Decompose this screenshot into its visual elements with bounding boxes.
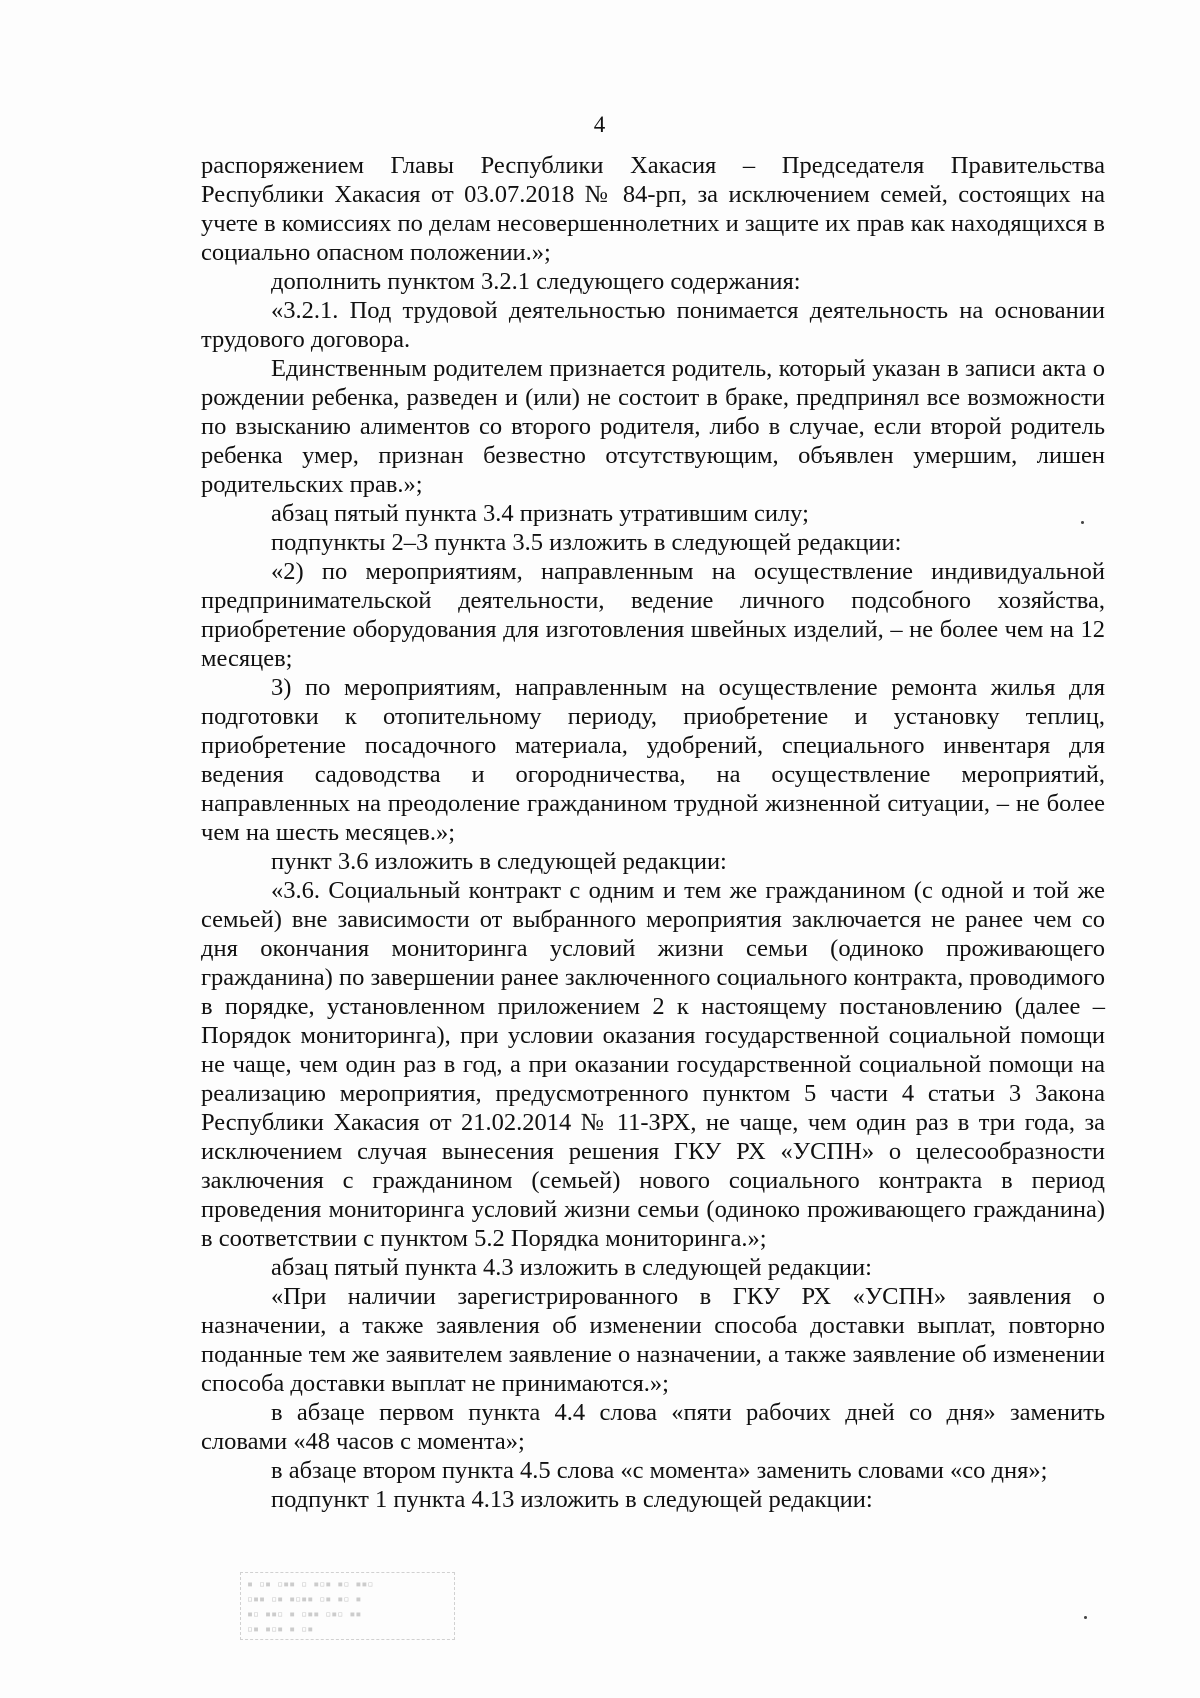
paragraph: «3.6. Социальный контракт с одним и тем же гражданином (с одной и той же семьей) вне зависимости от выбранного мероприятия заключается не ранее чем со дня окончания мониторинга условий жизни семьи (одиноко проживающего гражданина) по завершении ранее заключенного социального контракта, проводимого в порядке, установленном приложением 2 к настоящему постановлению (далее – Порядок мониторинга), при условии оказания государственной социальной помощи не чаще, чем один раз в год, а при оказании государственной социальной помощи на реализацию мероприятия, предусмотренного пунктом 5 части 4 статьи 3 Закона Республики Хакасия от 21.02.2014 № 11-ЗРХ, не чаще, чем один раз в три года, за исключением случая вынесения решения ГКУ РХ «УСПН» о целесообразности заключения с гражданином (семьей) нового социального контракта в период проведения мониторинга условий жизни семьи (одиноко проживающего гражданина) в соответствии с пунктом 5.2 Порядка мониторинга.»;	[201, 877, 1105, 1252]
paragraph: «2) по мероприятиям, направленным на осуществление индивидуальной предпринимательской деятельности, ведение личного подсобного хозяйства, приобретение оборудования для изготовления швейных изделий, – не более чем на 12 месяцев;	[201, 558, 1105, 672]
faded-stamp	[240, 1572, 455, 1640]
stamp-line: ▫▪▪ ▫▪ ▪▫▪▪ ▫▪ ▪▫ ▪	[247, 1594, 362, 1605]
paragraph: в абзаце первом пункта 4.4 слова «пяти рабочих дней со дня» заменить словами «48 часов с момента»;	[201, 1399, 1105, 1455]
paragraph: абзац пятый пункта 4.3 изложить в следующей редакции:	[271, 1254, 872, 1281]
document-body	[201, 151, 1105, 1514]
page-number: 4	[593, 112, 607, 137]
paragraph: «3.2.1. Под трудовой деятельностью понимается деятельность на основании трудового договора.	[201, 297, 1105, 353]
paragraph: подпункты 2–3 пункта 3.5 изложить в следующей редакции:	[271, 529, 902, 556]
stamp-line: ▫▪ ▪▫▪ ▪ ▫▪	[247, 1624, 314, 1635]
paragraph: 3) по мероприятиям, направленным на осуществление ремонта жилья для подготовки к отопительному периоду, приобретение и установку теплиц, приобретение посадочного материала, удобрений, специального инвентаря для ведения садоводства и огородничества, на осуществление мероприятий, направленных на преодоление гражданином трудной жизненной ситуации, – не более чем на шесть месяцев.»;	[201, 674, 1105, 846]
scan-speck	[1084, 1616, 1087, 1619]
paragraph: пункт 3.6 изложить в следующей редакции:	[271, 848, 727, 875]
paragraph: распоряжением Главы Республики Хакасия – Председателя Правительства Республики Хакасия от 03.07.2018 № 84-рп, за исключением семей, состоящих на учете в комиссиях по делам несовершеннолетних и защите их прав как находящихся в социально опасном положении.»;	[201, 152, 1105, 266]
paragraph: абзац пятый пункта 3.4 признать утратившим силу;	[271, 500, 809, 527]
paragraph: «При наличии зарегистрированного в ГКУ РХ «УСПН» заявления о назначении, а также заявления об изменении способа доставки выплат, повторно поданные тем же заявителем заявление о назначении, а также заявление об изменении способа доставки выплат не принимаются.»;	[201, 1283, 1105, 1397]
paragraph: в абзаце втором пункта 4.5 слова «с момента» заменить словами «со дня»;	[271, 1457, 1048, 1484]
stamp-line: ▪▫ ▪▪▫ ▪ ▫▪▪ ▫▪▫ ▪▪	[247, 1609, 362, 1620]
paragraph: дополнить пунктом 3.2.1 следующего содержания:	[271, 268, 801, 295]
paragraph: подпункт 1 пункта 4.13 изложить в следующей редакции:	[271, 1486, 873, 1513]
paragraph: Единственным родителем признается родитель, который указан в записи акта о рождении ребенка, разведен и (или) не состоит в браке, предпринял все возможности по взысканию алиментов со второго родителя, либо в случае, если второй родитель ребенка умер, признан безвестно отсутствующим, объявлен умершим, лишен родительских прав.»;	[201, 355, 1105, 498]
scan-speck	[1081, 521, 1084, 524]
stamp-line: ▪ ▫▪ ▫▪▪ ▫ ▪▫▪ ▪▫ ▪▪▫	[247, 1579, 374, 1590]
